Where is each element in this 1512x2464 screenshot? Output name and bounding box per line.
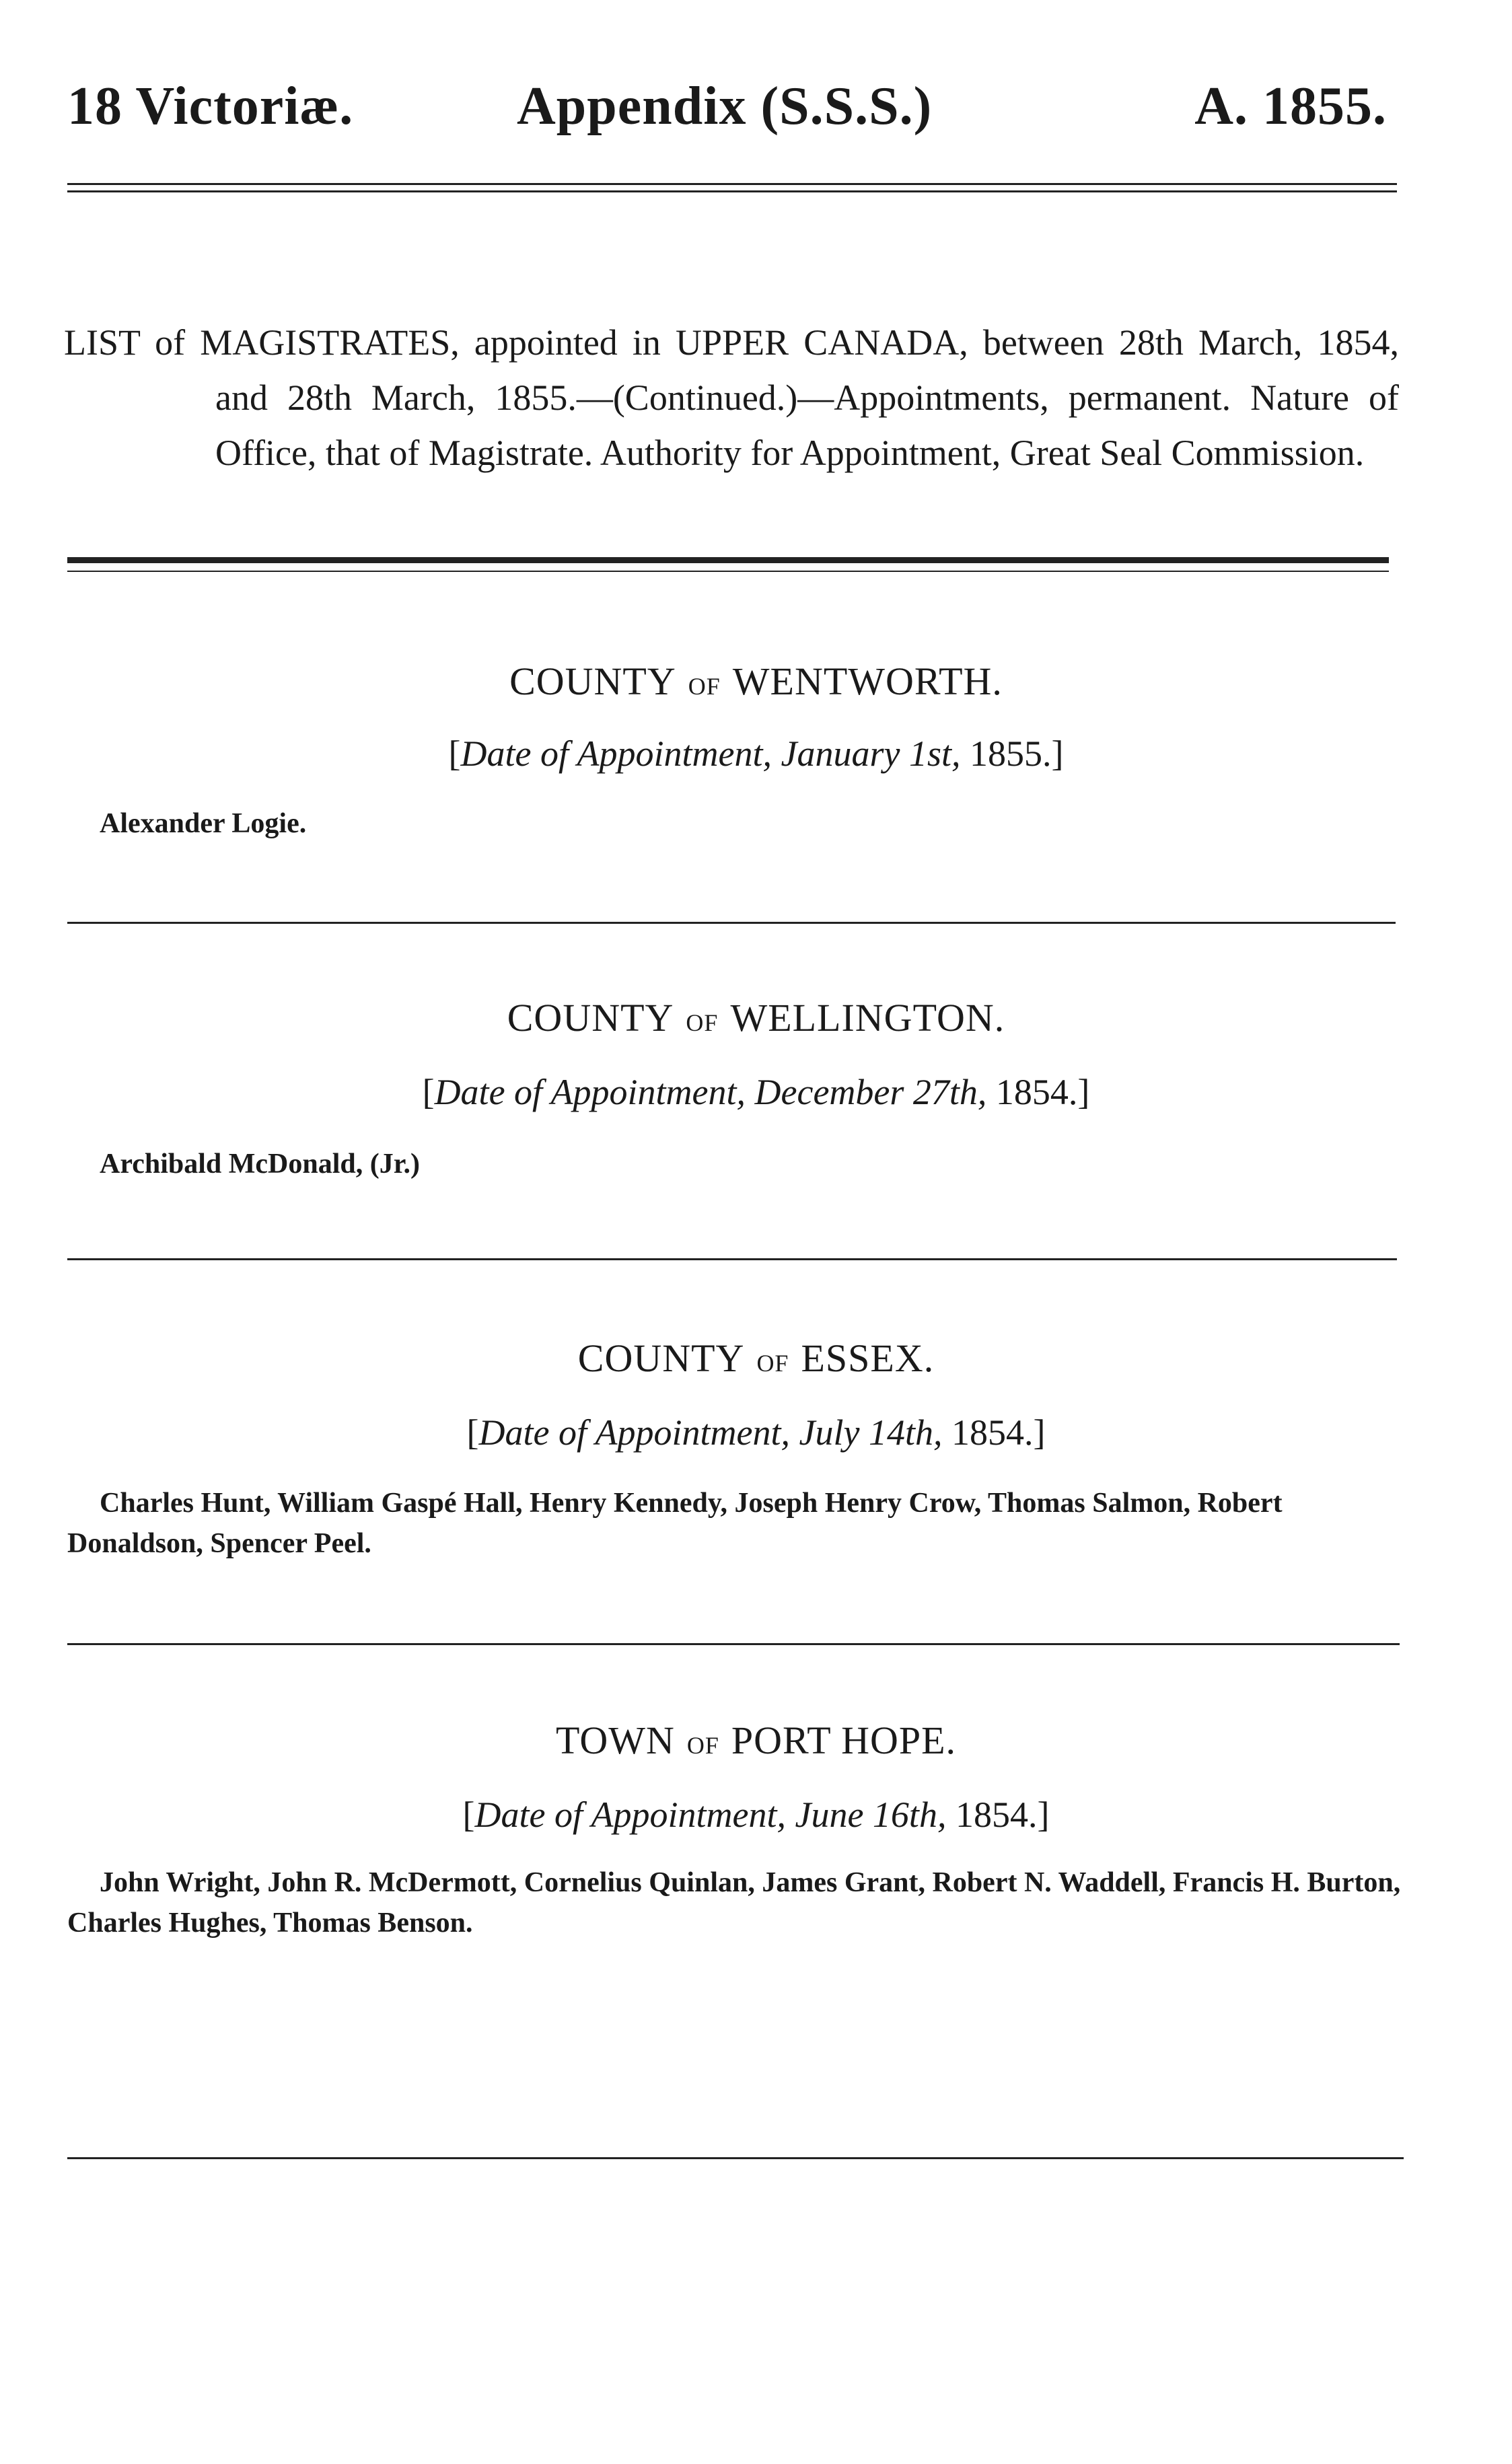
date-month-day: June 16th,	[795, 1795, 947, 1835]
of-word: OF	[756, 1350, 789, 1377]
date-label: Date of Appointment,	[474, 1795, 786, 1835]
section-divider	[67, 922, 1396, 924]
running-header-left: 18 Victoriæ.	[67, 77, 354, 136]
date-label: Date of Appointment,	[460, 733, 772, 774]
header-rule-top	[67, 183, 1397, 185]
date-year: 1854.	[951, 1412, 1034, 1453]
running-header-center: Appendix (S.S.S.)	[517, 77, 933, 136]
section-heading-wellington	[0, 996, 1512, 1040]
section-heading-port-hope	[0, 1718, 1512, 1762]
place-name: PORT HOPE.	[731, 1718, 957, 1762]
appointment-date-wentworth: [Date of Appointment, January 1st, 1855.]	[448, 733, 1064, 774]
title-text: LIST of MAGISTRATES, appointed in UPPER CANADA, between 28th March, 1854, and 28th March, 1855.—(Continued.)—Appointments, permanent. Nature of Office, that of Magistrate. Authority for Appointment, Great Seal Commission.	[64, 322, 1399, 473]
title-rule-thin	[67, 571, 1389, 572]
of-word: OF	[688, 673, 721, 700]
section-divider	[67, 1643, 1400, 1645]
date-label: Date of Appointment,	[478, 1412, 790, 1453]
place-name: WELLINGTON.	[730, 996, 1005, 1040]
magistrate-names-wellington: Archibald McDonald, (Jr.)	[100, 1149, 421, 1180]
date-year: 1855.	[969, 733, 1052, 774]
document-title	[64, 315, 1399, 480]
appointment-date-port-hope: [Date of Appointment, June 16th, 1854.]	[462, 1795, 1050, 1835]
place-name: ESSEX.	[801, 1336, 935, 1380]
header-rule-bottom	[67, 190, 1397, 192]
place-type: COUNTY	[507, 996, 674, 1040]
place-type: COUNTY	[509, 659, 676, 703]
magistrate-names-port-hope: John Wright, John R. McDermott, Cornelius Quinlan, James Grant, Robert N. Waddell, Francis H. Burton, Charles Hughes, Thomas Benson.	[67, 1867, 1401, 1938]
date-month-day: July 14th,	[799, 1412, 943, 1453]
date-year: 1854.	[955, 1795, 1038, 1835]
date-month-day: January 1st,	[781, 733, 961, 774]
of-word: OF	[686, 1732, 719, 1759]
magistrate-names-essex: Charles Hunt, William Gaspé Hall, Henry Kennedy, Joseph Henry Crow, Thomas Salmon, Robert Donaldson, Spencer Peel.	[67, 1488, 1283, 1559]
place-name: WENTWORTH.	[732, 659, 1003, 703]
date-month-day: December 27th,	[754, 1072, 987, 1112]
place-type: COUNTY	[577, 1336, 745, 1380]
date-label: Date of Appointment,	[434, 1072, 746, 1112]
appointment-date-essex: [Date of Appointment, July 14th, 1854.]	[466, 1412, 1046, 1453]
magistrate-names-wentworth: Alexander Logie.	[100, 808, 307, 839]
section-divider	[67, 2157, 1404, 2159]
title-rule-thick	[67, 557, 1389, 563]
of-word: OF	[686, 1009, 719, 1036]
section-heading-wentworth	[0, 659, 1512, 703]
place-type: TOWN	[555, 1718, 675, 1762]
appointment-date-wellington: [Date of Appointment, December 27th, 1854.]	[422, 1072, 1090, 1112]
section-heading-essex	[0, 1336, 1512, 1380]
running-header-right: A. 1855.	[1194, 77, 1387, 136]
section-divider	[67, 1258, 1397, 1260]
date-year: 1854.	[995, 1072, 1078, 1112]
